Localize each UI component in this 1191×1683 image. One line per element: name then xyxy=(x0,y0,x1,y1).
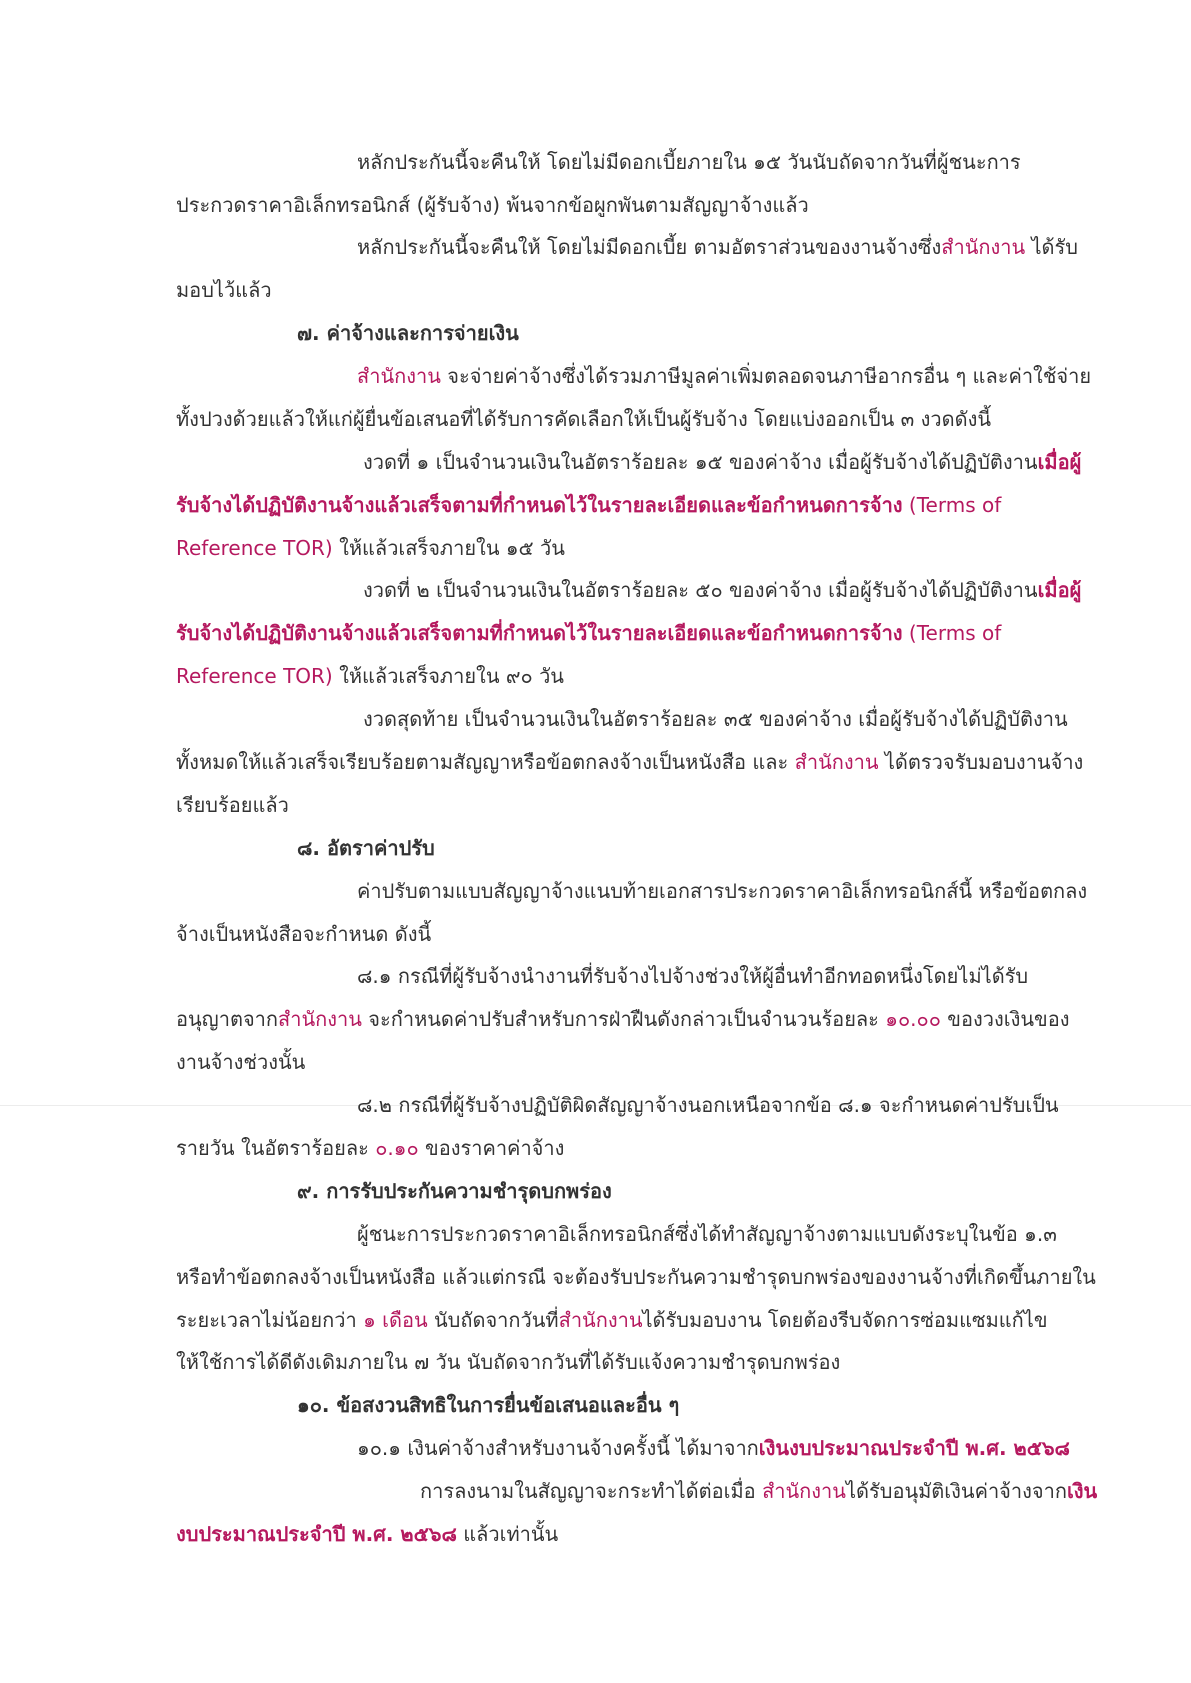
text-run: ได้ตรวจรับมอบงานจ้าง xyxy=(878,750,1084,774)
text-line xyxy=(176,190,809,220)
text-line xyxy=(363,447,1081,477)
text-run: จ้างเป็นหนังสือจะกำหนด ดังนี้ xyxy=(176,922,432,946)
text-run: ของราคาค่าจ้าง xyxy=(418,1136,565,1160)
highlighted-run: เมื่อผู้ xyxy=(1037,578,1082,602)
text-line xyxy=(176,533,565,563)
text-run: ๘.๒ กรณีที่ผู้รับจ้างปฏิบัติผิดสัญญาจ้างนอกเหนือจากข้อ ๘.๑ จะกำหนดค่าปรับเป็น xyxy=(357,1093,1059,1117)
text-line xyxy=(176,790,289,820)
text-line xyxy=(176,1004,1069,1034)
highlighted-run: เงิน xyxy=(1066,1479,1098,1503)
text-line xyxy=(176,1305,1048,1335)
text-run: ค่าปรับตามแบบสัญญาจ้างแนบท้ายเอกสารประกวดราคาอิเล็กทรอนิกส์นี้ หรือข้อตกลง xyxy=(357,879,1088,903)
highlighted-run: สำนักงาน xyxy=(794,750,879,774)
highlighted-run: งบประมาณประจำปี พ.ศ. ๒๕๖๘ xyxy=(176,1522,457,1546)
text-run: ๘.๑ กรณีที่ผู้รับจ้างนำงานที่รับจ้างไปจ้างช่วงให้ผู้อื่นทำอีกทอดหนึ่งโดยไม่ได้รับ xyxy=(357,964,1029,988)
text-run: ได้รับ xyxy=(1025,235,1078,259)
text-run: เรียบร้อยแล้ว xyxy=(176,793,289,817)
text-line xyxy=(363,704,1068,734)
text-run: ได้รับอนุมัติเงินค่าจ้างจาก xyxy=(845,1479,1067,1503)
text-run: ระยะเวลาไม่น้อยกว่า xyxy=(176,1308,364,1332)
text-line xyxy=(176,919,431,949)
text-run: แล้วเท่านั้น xyxy=(456,1522,559,1546)
section-heading-10 xyxy=(297,1390,679,1420)
text-line xyxy=(176,661,564,691)
text-line xyxy=(357,961,1028,991)
section-heading-8 xyxy=(297,833,435,863)
text-line xyxy=(176,404,991,434)
highlighted-run: สำนักงาน xyxy=(941,235,1026,259)
text-run: จะจ่ายค่าจ้างซึ่งได้รวมภาษีมูลค่าเพิ่มตลอดจนภาษีอากรอื่น ๆ และค่าใช้จ่าย xyxy=(440,364,1092,388)
highlighted-run: รับจ้างได้ปฏิบัติงานจ้างแล้วเสร็จตามที่กำหนดไว้ในรายละเอียดและข้อกำหนดการจ้าง xyxy=(176,621,903,645)
text-run: งวดสุดท้าย เป็นจำนวนเงินในอัตราร้อยละ ๓๕ ของค่าจ้าง เมื่อผู้รับจ้างได้ปฏิบัติงาน xyxy=(363,707,1068,731)
text-run: งวดที่ ๒ เป็นจำนวนเงินในอัตราร้อยละ ๕๐ ของค่าจ้าง เมื่อผู้รับจ้างได้ปฏิบัติงาน xyxy=(363,578,1038,602)
highlighted-run: Reference TOR) xyxy=(176,664,333,688)
highlighted-run: สำนักงาน xyxy=(762,1479,846,1503)
text-run: ทั้งหมดให้แล้วเสร็จเรียบร้อยตามสัญญาหรือข้อตกลงจ้างเป็นหนังสือ และ xyxy=(176,750,795,774)
text-run: มอบไว้แล้ว xyxy=(176,278,272,302)
text-run: ได้รับมอบงาน โดยต้องรีบจัดการซ่อมแซมแก้ไข xyxy=(642,1308,1048,1332)
highlighted-run: (Terms of xyxy=(902,621,1002,645)
text-run: ให้แล้วเสร็จภายใน ๙๐ วัน xyxy=(332,664,564,688)
highlighted-run: (Terms of xyxy=(902,493,1002,517)
highlighted-run: รับจ้างได้ปฏิบัติงานจ้างแล้วเสร็จตามที่กำหนดไว้ในรายละเอียดและข้อกำหนดการจ้าง xyxy=(176,493,903,517)
text-run: งวดที่ ๑ เป็นจำนวนเงินในอัตราร้อยละ ๑๕ ของค่าจ้าง เมื่อผู้รับจ้างได้ปฏิบัติงาน xyxy=(363,450,1038,474)
highlighted-run: สำนักงาน xyxy=(278,1007,362,1031)
text-run: ให้ใช้การได้ดีดังเดิมภายใน ๗ วัน นับถัดจากวันที่ได้รับแจ้งความชำรุดบกพร่อง xyxy=(176,1350,841,1374)
text-run: ให้แล้วเสร็จภายใน ๑๕ วัน xyxy=(332,536,565,560)
text-run: ของวงเงินของ xyxy=(940,1007,1070,1031)
text-run: ประกวดราคาอิเล็กทรอนิกส์ (ผู้รับจ้าง) พ้นจากข้อผูกพันตามสัญญาจ้างแล้ว xyxy=(176,193,809,217)
text-line xyxy=(176,1047,305,1077)
heading-run: ๑๐. ข้อสงวนสิทธิในการยื่นข้อเสนอและอื่น ๆ xyxy=(297,1393,680,1417)
text-run: ทั้งปวงด้วยแล้วให้แก่ผู้ยื่นข้อเสนอที่ได้รับการคัดเลือกให้เป็นผู้รับจ้าง โดยแบ่งออกเป็น ๓ งวดดังนี้ xyxy=(176,407,992,431)
text-line xyxy=(357,876,1087,906)
text-run: ผู้ชนะการประกวดราคาอิเล็กทรอนิกส์ซึ่งได้ทำสัญญาจ้างตามแบบดังระบุในข้อ ๑.๓ xyxy=(357,1222,1057,1246)
text-line xyxy=(357,1219,1057,1249)
highlighted-run: Reference TOR) xyxy=(176,536,333,560)
text-run: ๑๐.๑ เงินค่าจ้างสำหรับงานจ้างครั้งนี้ ได้มาจาก xyxy=(357,1436,759,1460)
text-line xyxy=(357,361,1091,391)
text-line xyxy=(363,575,1081,605)
text-line xyxy=(357,232,1078,262)
text-line xyxy=(176,1347,840,1377)
heading-run: ๘. อัตราค่าปรับ xyxy=(297,836,435,860)
text-line xyxy=(176,618,1001,648)
text-run: หลักประกันนี้จะคืนให้ โดยไม่มีดอกเบี้ยภายใน ๑๕ วันนับถัดจากวันที่ผู้ชนะการ xyxy=(357,150,1021,174)
text-run: การลงนามในสัญญาจะกระทำได้ต่อเมื่อ xyxy=(420,1479,763,1503)
highlighted-run: ๐.๑๐ xyxy=(375,1136,419,1160)
text-run: งานจ้างช่วงนั้น xyxy=(176,1050,306,1074)
text-line xyxy=(357,1433,1070,1463)
text-run: อนุญาตจาก xyxy=(176,1007,279,1031)
text-line xyxy=(176,747,1083,777)
text-line xyxy=(176,490,1001,520)
highlighted-run: สำนักงาน xyxy=(558,1308,643,1332)
heading-run: ๙. การรับประกันความชำรุดบกพร่อง xyxy=(297,1179,612,1203)
text-line xyxy=(176,1133,564,1163)
section-heading-7 xyxy=(297,318,519,348)
text-run: หลักประกันนี้จะคืนให้ โดยไม่มีดอกเบี้ย ตามอัตราส่วนของงานจ้างซึ่ง xyxy=(357,235,942,259)
heading-run: ๗. ค่าจ้างและการจ่ายเงิน xyxy=(297,321,519,345)
text-run: จะกำหนดค่าปรับสำหรับการฝ่าฝืนดังกล่าวเป็นจำนวนร้อยละ xyxy=(361,1007,886,1031)
text-run: นับถัดจากวันที่ xyxy=(427,1308,559,1332)
section-heading-9 xyxy=(297,1176,612,1206)
highlighted-run: เงินงบประมาณประจำปี พ.ศ. ๒๕๖๘ xyxy=(758,1436,1070,1460)
highlighted-run: เมื่อผู้ xyxy=(1037,450,1082,474)
text-run: หรือทำข้อตกลงจ้างเป็นหนังสือ แล้วแต่กรณี จะต้องรับประกันความชำรุดบกพร่องของงานจ้างที่เกิดขึ้นภายใน xyxy=(176,1265,1096,1289)
highlighted-run: ๑๐.๐๐ xyxy=(885,1007,941,1031)
text-line xyxy=(357,1090,1059,1120)
text-line xyxy=(176,1262,1096,1292)
text-line xyxy=(176,1519,558,1549)
text-line xyxy=(176,275,272,305)
text-run: รายวัน ในอัตราร้อยละ xyxy=(176,1136,376,1160)
highlighted-run: ๑ เดือน xyxy=(363,1308,428,1332)
highlighted-run: สำนักงาน xyxy=(357,364,441,388)
text-line xyxy=(357,147,1021,177)
text-line xyxy=(420,1476,1097,1506)
